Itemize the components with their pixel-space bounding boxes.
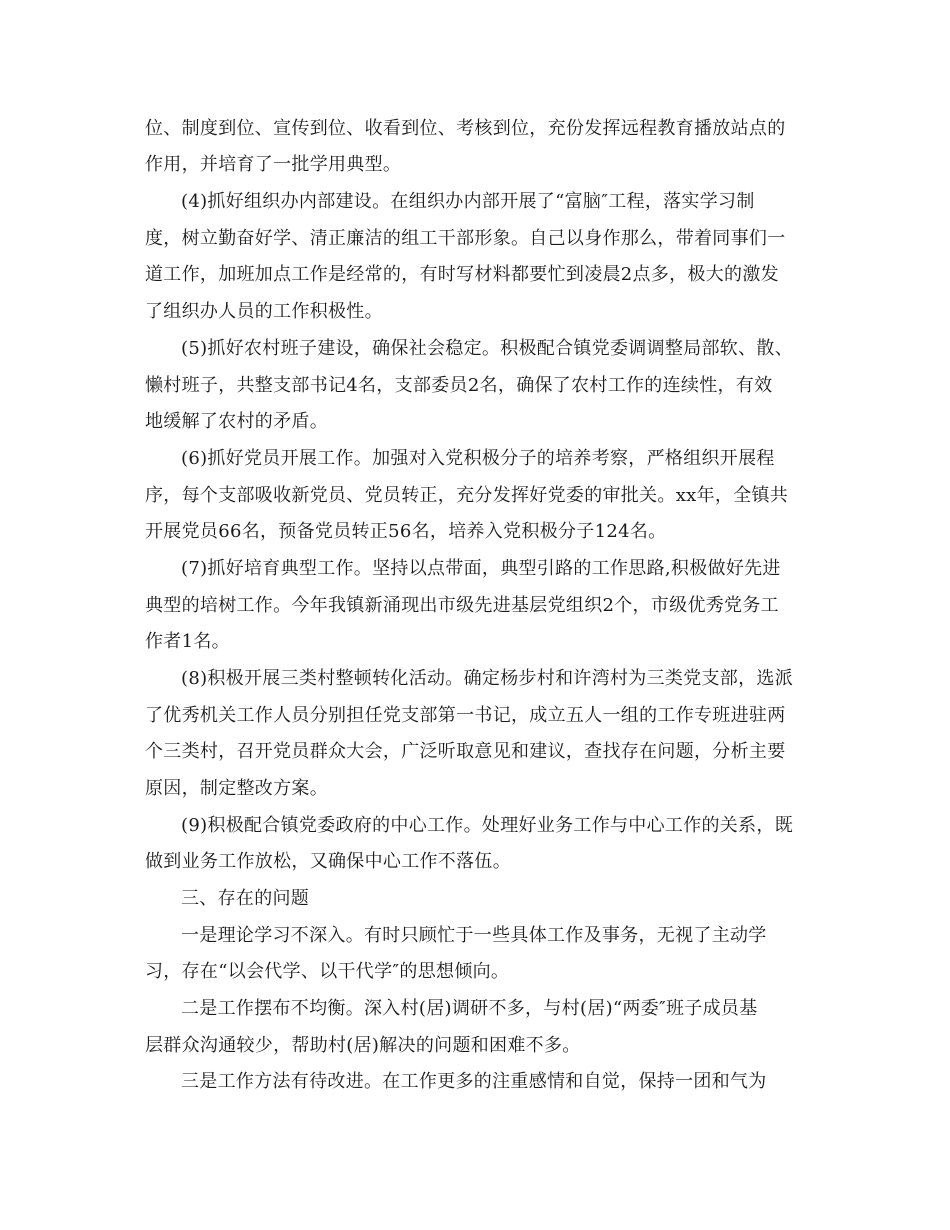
text-line: 开展党员66名，预备党员转正56名，培养入党积极分子124名。: [145, 521, 667, 542]
text-line: 度，树立勤奋好学、清正廉洁的组工干部形象。自己以身作那么，带着同事们一: [145, 228, 786, 249]
text-line: 道工作，加班加点工作是经常的，有时写材料都要忙到凌晨2点多，极大的激发: [145, 264, 779, 285]
section-heading: 三、存在的问题: [181, 888, 310, 909]
text-line: 作用，并培育了一批学用典型。: [145, 154, 402, 175]
text-line: 了组织办人员的工作积极性。: [145, 301, 383, 322]
text-line: 典型的培树工作。今年我镇新涌现出市级先进基层党组织2个，市级优秀党务工: [145, 595, 779, 616]
text-line: 位、制度到位、宣传到位、收看到位、考核到位，充份发挥远程教育播放站点的: [145, 118, 786, 139]
text-line: (8)积极开展三类村整顿转化活动。确定杨步村和许湾村为三类党支部，选派: [181, 668, 793, 689]
text-line: 序，每个支部吸收新党员、党员转正，充分发挥好党委的审批关。xx年，全镇共: [145, 485, 789, 506]
text-line: (5)抓好农村班子建设，确保社会稳定。积极配合镇党委调调整局部软、散、: [181, 338, 793, 359]
text-line: 二是工作摆布不均衡。深入村(居)调研不多，与村(居)“两委″班子成员基: [181, 998, 758, 1019]
text-line: 个三类村，召开党员群众大会，广泛听取意见和建议，查找存在问题，分析主要: [145, 741, 786, 762]
text-line: 习，存在“以会代学、以干代学″的思想倾向。: [145, 961, 510, 982]
text-line: 懒村班子，共整支部书记4名，支部委员2名，确保了农村工作的连续性，有效: [145, 375, 773, 396]
text-line: 地缓解了农村的矛盾。: [145, 411, 328, 432]
text-line: (6)抓好党员开展工作。加强对入党积极分子的培养考察，严格组织开展程: [181, 448, 775, 469]
text-line: (4)抓好组织办内部建设。在组织办内部开展了“富脑″工程，落实学习制: [181, 191, 755, 212]
text-line: 了优秀机关工作人员分别担任党支部第一书记，成立五人一组的工作专班进驻两: [145, 705, 786, 726]
text-line: 层群众沟通较少，帮助村(居)解决的问题和困难不多。: [145, 1035, 581, 1056]
text-line: (7)抓好培育典型工作。坚持以点带面，典型引路的工作思路,积极做好先进: [181, 558, 781, 579]
text-line: 作者1名。: [145, 631, 230, 652]
text-line: (9)积极配合镇党委政府的中心工作。处理好业务工作与中心工作的关系，既: [181, 815, 793, 836]
text-line: 做到业务工作放松，又确保中心工作不落伍。: [145, 851, 511, 872]
text-line: 一是理论学习不深入。有时只顾忙于一些具体工作及事务，无视了主动学: [181, 925, 767, 946]
text-line: 原因，制定整改方案。: [145, 778, 328, 799]
text-line: 三是工作方法有待改进。在工作更多的注重感情和自觉，保持一团和气为: [181, 1071, 767, 1092]
